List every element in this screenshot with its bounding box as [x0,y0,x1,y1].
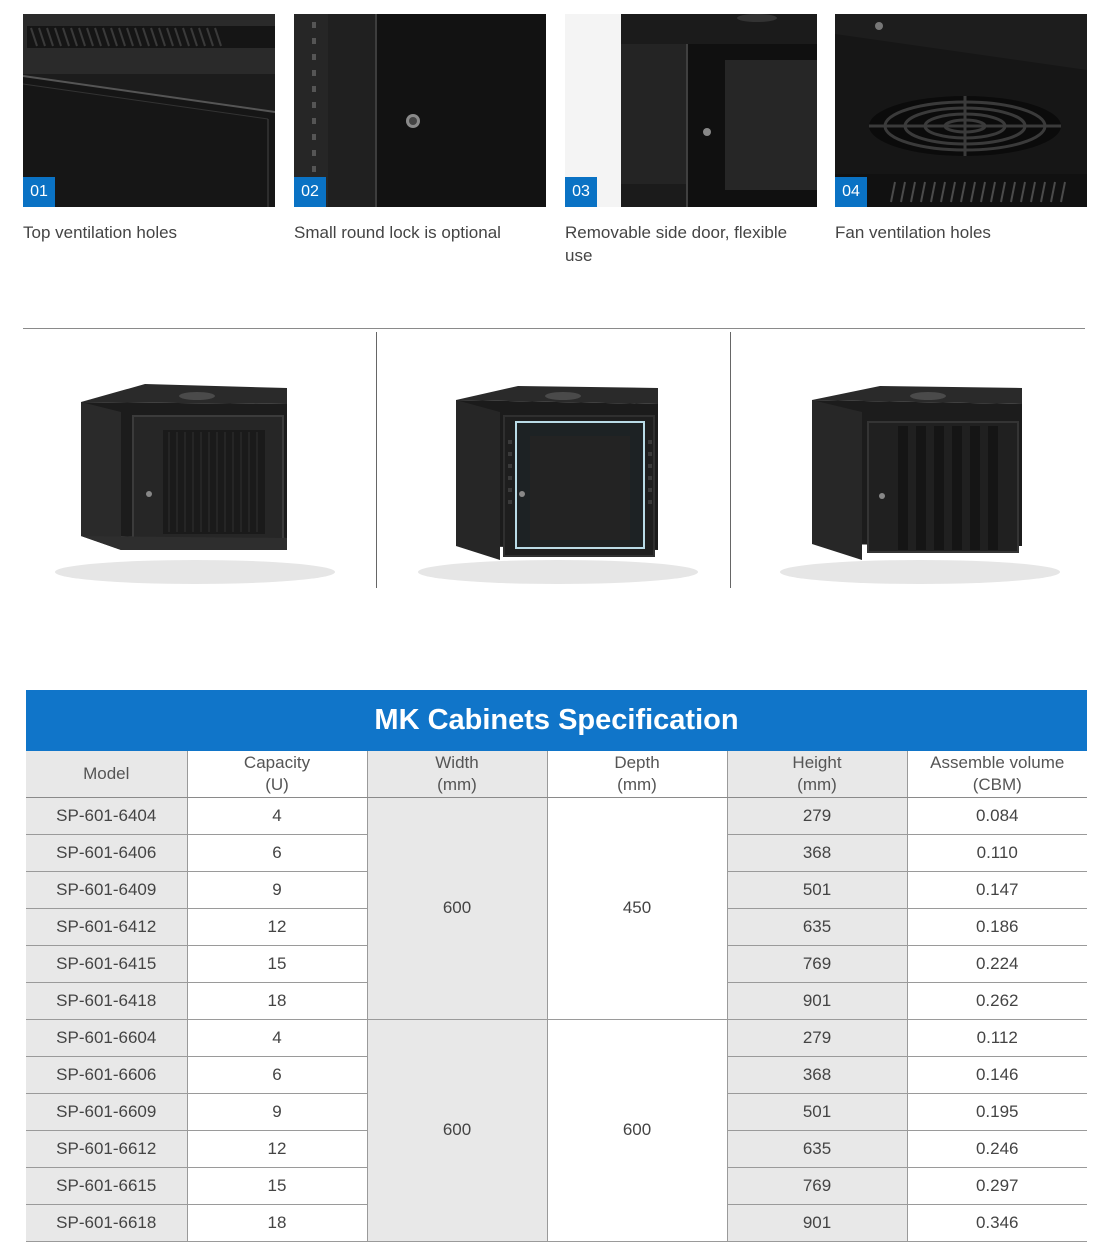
cell-model: SP-601-6404 [26,797,187,834]
section-divider [23,328,1085,329]
header-height [727,751,907,797]
cabinet-glass-door-photo [408,360,708,590]
feature-caption: Fan ventilation holes [835,223,991,242]
cell-volume: 0.147 [907,871,1087,908]
header-width-unit: (mm) [437,774,477,794]
header-height-label: Height [792,752,842,772]
cell-model: SP-601-6418 [26,982,187,1019]
feature-caption: Removable side door, flexible use [565,223,788,265]
cell-height: 901 [727,1204,907,1241]
cell-height: 769 [727,945,907,982]
cell-model: SP-601-6606 [26,1056,187,1093]
cell-width: 600 [367,797,547,1019]
cell-model: SP-601-6612 [26,1130,187,1167]
side-door-photo [565,14,817,207]
spec-title: MK Cabinets Specification [26,690,1087,751]
cell-capacity: 15 [187,1167,367,1204]
cell-capacity: 6 [187,834,367,871]
cabinet-perforated-door-photo [770,360,1070,590]
fan-photo [835,14,1087,207]
cell-volume: 0.112 [907,1019,1087,1056]
cell-volume: 0.195 [907,1093,1087,1130]
lock-photo [294,14,546,207]
header-width [367,751,547,797]
cell-width: 600 [367,1019,547,1241]
header-capacity-label: Capacity [243,752,311,772]
cell-capacity: 18 [187,1204,367,1241]
cell-height: 368 [727,834,907,871]
header-volume-label: Assemble volume [930,752,1065,772]
header-depth-label: Depth [614,752,660,772]
feature-caption: Small round lock is optional [294,223,501,242]
cell-model: SP-601-6412 [26,908,187,945]
cell-volume: 0.146 [907,1056,1087,1093]
header-depth-unit: (mm) [617,774,657,794]
cell-volume: 0.224 [907,945,1087,982]
cell-height: 501 [727,871,907,908]
cell-capacity: 12 [187,1130,367,1167]
table-row [26,797,1087,834]
feature-number-badge: 03 [565,177,597,207]
cell-model: SP-601-6609 [26,1093,187,1130]
spec-table [26,751,1087,1242]
cell-capacity: 4 [187,797,367,834]
table-header-row [26,751,1087,797]
cell-height: 279 [727,1019,907,1056]
cell-model: SP-601-6415 [26,945,187,982]
cell-model: SP-601-6604 [26,1019,187,1056]
cabinet-mesh-door-photo [45,360,345,590]
feature-top-ventilation [23,14,275,244]
cell-height: 635 [727,908,907,945]
cell-capacity: 9 [187,1093,367,1130]
cell-capacity: 9 [187,871,367,908]
header-depth [547,751,727,797]
header-height-unit: (mm) [797,774,837,794]
cell-model: SP-601-6618 [26,1204,187,1241]
cell-volume: 0.186 [907,908,1087,945]
cell-capacity: 6 [187,1056,367,1093]
header-volume [907,751,1087,797]
cell-volume: 0.262 [907,982,1087,1019]
feature-fan-ventilation [835,14,1087,244]
cell-model: SP-601-6406 [26,834,187,871]
header-volume-unit: (CBM) [972,774,1022,794]
cell-height: 368 [727,1056,907,1093]
cell-capacity: 4 [187,1019,367,1056]
cell-volume: 0.084 [907,797,1087,834]
cell-capacity: 18 [187,982,367,1019]
cell-model: SP-601-6615 [26,1167,187,1204]
product-separator [376,332,377,588]
feature-number-badge: 04 [835,177,867,207]
cell-height: 901 [727,982,907,1019]
cell-volume: 0.246 [907,1130,1087,1167]
cell-volume: 0.346 [907,1204,1087,1241]
header-capacity [187,751,367,797]
feature-number-badge: 02 [294,177,326,207]
feature-round-lock [294,14,546,244]
cell-height: 635 [727,1130,907,1167]
spec-table-section [26,690,1087,1242]
table-row [26,1019,1087,1056]
header-width-label: Width [435,752,479,772]
cell-depth: 600 [547,1019,727,1241]
cell-model: SP-601-6409 [26,871,187,908]
top-vent-photo [23,14,275,207]
feature-caption: Top ventilation holes [23,223,178,242]
feature-number-badge: 01 [23,177,55,207]
cell-volume: 0.297 [907,1167,1087,1204]
cell-height: 279 [727,797,907,834]
cell-height: 501 [727,1093,907,1130]
header-model-label: Model [83,763,130,783]
product-separator [730,332,731,588]
cell-depth: 450 [547,797,727,1019]
feature-side-door [565,14,817,267]
cell-volume: 0.110 [907,834,1087,871]
header-model [26,751,187,797]
header-capacity-unit: (U) [265,774,289,794]
cell-capacity: 12 [187,908,367,945]
cell-capacity: 15 [187,945,367,982]
cell-height: 769 [727,1167,907,1204]
